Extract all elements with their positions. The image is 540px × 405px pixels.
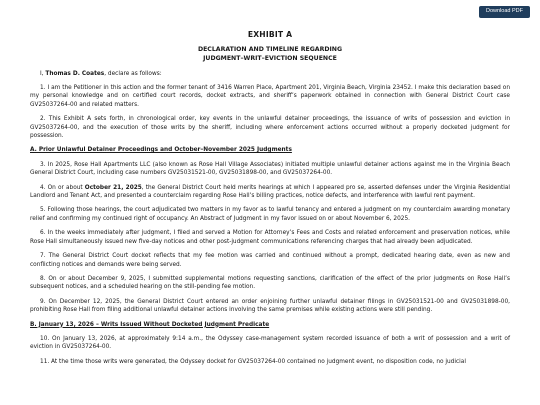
paragraph-1: 1. I am the Petitioner in this action and the former tenant of 3416 Warren Place, Apartment 201, Virginia Beach, Virginia 23452. I make this declaration based on my personal knowledge and on certified court records, docket extracts, and sheriff’s paperwork obtained in connection with General District Court case GV25037264-00 and related matters. (30, 85, 510, 108)
paragraph-9: 9. On December 12, 2025, the General District Court entered an order enjoining further unlawful detainer filings in GV25031521-00 and GV25031898-00, prohibiting Rose Hall from filing additional unlawful detainer actions involving the same premises while existing actions were still pending. (30, 298, 510, 314)
section-heading-b: B. January 13, 2026 – Writs Issued Without Docketed Judgment Predicate (30, 321, 270, 328)
paragraph-4-date: October 21, 2025 (84, 184, 142, 191)
document-subtitle (30, 45, 510, 63)
download-pdf-button[interactable]: Download PDF (479, 6, 530, 18)
paragraph-5: 5. Following those hearings, the court adjudicated two matters in my favor as to lawful tenancy and entered a judgment on my counterclaim awarding monetary relief and confirming my continued right of occupancy. An Abstract of Judgment in my favor issued on or about November 6, 2025. (30, 207, 510, 222)
paragraph-4 (30, 184, 510, 201)
section-heading-a: A. Prior Unlawful Detainer Proceedings and October–November 2025 Judgments (30, 147, 292, 154)
paragraph-3: 3. In 2025, Rose Hall Apartments LLC (also known as Rose Hall Village Associates) initiated multiple unlawful detainer actions against me in the Virginia Beach General District Court, including case numbers GV25031521-00, GV25031898-00, and GV25037264-00. (30, 161, 510, 177)
subtitle-line-2: JUDGMENT–WRIT–EVICTION SEQUENCE (203, 55, 337, 62)
declarant-name: Thomas D. Coates (45, 71, 105, 77)
subtitle-line-1: DECLARATION AND TIMELINE REGARDING (197, 46, 343, 53)
paragraph-11: 11. At the time those writs were generated, the Odyssey docket for GV25037264-00 contained no judgment event, no disposition code, no judicial (40, 358, 466, 365)
exhibit-title: EXHIBIT A (247, 30, 293, 39)
intro-suffix: , declare as follows: (104, 71, 162, 77)
paragraph-4-prefix: 4. On or about (40, 184, 85, 191)
paragraph-8: 8. On or about December 9, 2025, I submitted supplemental motions requesting sanctions, clarification of the effect of the prior judgments on Rose Hall’s subsequent notices, and a scheduled hearing on the still-pending fee motion. (30, 275, 510, 291)
paragraph-10: 10. On January 13, 2026, at approximately 9:14 a.m., the Odyssey case-management system recorded issuance of both a writ of possession and a writ of eviction in GV25037264-00. (30, 335, 510, 351)
paragraph-6: 6. In the weeks immediately after judgment, I filed and served a Motion for Attorney’s Fees and Costs and related enforcement and preservation notices, while Rose Hall simultaneously issued new five-day notices and other post-judgment communications referencing charges that had already been adjudicated. (30, 230, 510, 245)
paragraph-7: 7. The General District Court docket reflects that my fee motion was carried and continued without a prompt, dedicated hearing date, even as new and conflicting notices and demands were being served. (30, 253, 510, 268)
paragraph-2: 2. This Exhibit A sets forth, in chronological order, key events in the unlawful detainer proceedings, the issuance of writs of possession and eviction in GV25037264-00, and the execution of those writs by the sheriff, including where enforcement actions occurred without a properly docketed judgment for possession. (30, 116, 510, 140)
paragraph-4-suffix: , the General District Court held merits hearings at which I appeared pro se, asserted defenses under the Virginia Residential Landlord and Tenant Act, and presented a counterclaim regarding Rose Hall’s billing practices, notice defects, and interference with lawful rent payment. (30, 184, 510, 200)
declaration-intro (40, 71, 510, 77)
intro-prefix: I, (40, 71, 46, 77)
